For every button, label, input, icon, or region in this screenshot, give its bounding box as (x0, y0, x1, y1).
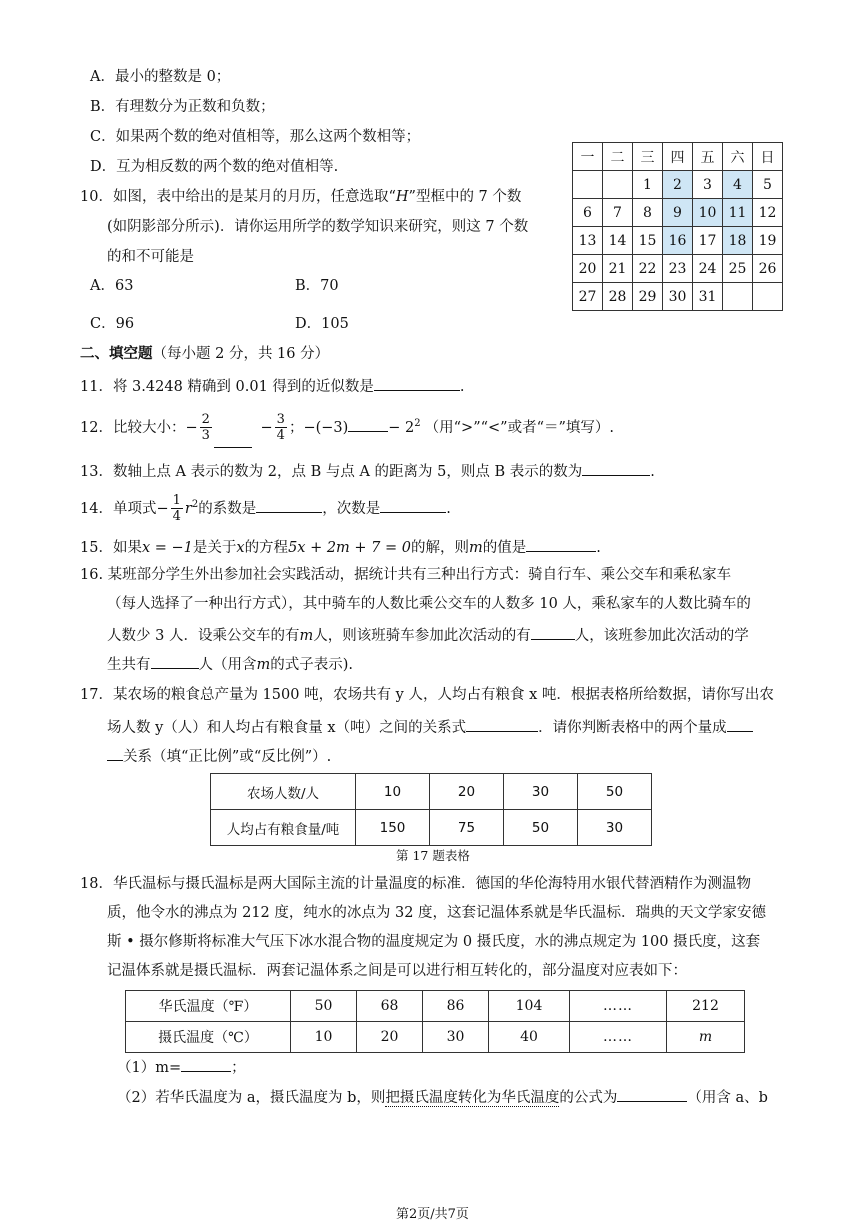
table-row (126, 991, 745, 1022)
q16-line4-a: 生共有 (107, 657, 151, 673)
calendar-cell-highlighted: 18 (723, 227, 753, 255)
calendar-cell: 20 (573, 255, 603, 283)
q11-answer-blank[interactable] (374, 374, 460, 391)
q18-sub1-blank[interactable] (181, 1055, 231, 1072)
q15-d: 的方程 (244, 540, 289, 556)
calendar-cell: 28 (603, 283, 633, 311)
calendar-cell: 1 (633, 171, 663, 199)
q14-fraction (171, 493, 183, 524)
calendar-row (573, 171, 783, 199)
calendar-cell: 12 (753, 199, 783, 227)
q15-a: 15．如果 (80, 540, 142, 556)
calendar-header: 一 (573, 143, 603, 171)
q10-line1-b: ”型框中的 7 个数 (408, 189, 522, 205)
q16-line4-c: 的式子表示). (270, 657, 354, 673)
calendar-header: 六 (723, 143, 753, 171)
calendar-cell-highlighted: 16 (663, 227, 693, 255)
q16-line3-a: 人数少 3 人．设乘公交车的有 (107, 628, 300, 644)
q13-text: 13．数轴上点 A 表示的数为 2，点 B 与点 A 的距离为 5，则点 B 表示的数为 (80, 464, 583, 480)
q17-line1: 17．某农场的粮食总产量为 1500 吨，农场共有 y 人，人均占有粮食 x 吨．根据表格所给数据，请你写出农 (80, 687, 774, 703)
q15-eq1: x = −1 (141, 540, 193, 556)
q10-h: H (395, 189, 409, 205)
section-subtitle: （每小题 2 分，共 16 分） (152, 346, 330, 362)
calendar-cell: 15 (633, 227, 663, 255)
q10-option-a: A．63 (90, 278, 134, 294)
q18-line1: 18．华氏温标与摄氏温标是两大国际主流的计量温度的标准．德国的华伦海特用水银代替酒精作为测温物 (80, 876, 751, 892)
q12-answer-blank-2[interactable] (348, 415, 388, 432)
q17-line3 (107, 744, 331, 767)
calendar-cell: 17 (693, 227, 723, 255)
calendar-cell: 23 (663, 255, 693, 283)
calendar-cell: 19 (753, 227, 783, 255)
q9-option-b: B．有理数分为正数和负数； (90, 99, 275, 115)
q16-line3-b: 人，则该班骑车参加此次活动的有 (313, 628, 531, 644)
q14-prefix: 14．单项式 (80, 500, 157, 517)
calendar-row (573, 199, 783, 227)
q15-b: 是关于 (192, 540, 237, 556)
calendar-cell (573, 171, 603, 199)
calendar-cell: 14 (603, 227, 633, 255)
q16-line1: 16. 某班部分学生外出参加社会实践活动，据统计共有三种出行方式：骑自行车、乘公交车和乘私家车 (80, 567, 732, 583)
calendar-cell: 7 (603, 199, 633, 227)
calendar-row (573, 255, 783, 283)
calendar-cell-highlighted: 4 (723, 171, 753, 199)
q14-neg: − (156, 500, 169, 517)
table-cell: 212 (667, 991, 745, 1022)
q17-answer-blank-1[interactable] (466, 715, 538, 732)
q15-eq2: 5x + 2m + 7 = 0 (288, 540, 411, 556)
section-title: 二、填空题 (80, 346, 153, 362)
calendar-header: 五 (693, 143, 723, 171)
q18-table (125, 990, 745, 1053)
q12-answer-blank-1[interactable] (214, 431, 252, 448)
q15-g: 的值是 (482, 540, 527, 556)
table-cell: 68 (357, 991, 423, 1022)
q12-f1-den: 3 (201, 428, 210, 444)
q10-option-b: B．70 (295, 278, 339, 294)
table-cell: 30 (578, 810, 652, 846)
q14-coefficient-blank[interactable] (256, 496, 322, 513)
calendar-cell: 29 (633, 283, 663, 311)
q18-sub2-emphasis: 把摄氏温度转化为华氏温度 (385, 1090, 560, 1106)
section-heading (80, 344, 329, 364)
table-cell: 20 (357, 1022, 423, 1053)
table-cell: 摄氏温度（℃） (126, 1022, 291, 1053)
table-cell: 50 (504, 810, 578, 846)
q14-num: 1 (172, 493, 181, 509)
table-cell: 40 (489, 1022, 570, 1053)
q12-expr2: −(−3) (303, 419, 349, 436)
q14 (80, 488, 451, 526)
q12-note: （用“>”“<”或者“＝”填写）. (424, 419, 615, 436)
q9-option-d: D．互为相反数的两个数的绝对值相等. (90, 159, 339, 175)
table-cell: m (667, 1022, 745, 1053)
table-cell: 农场人数/人 (211, 774, 356, 810)
calendar-cell-highlighted: 9 (663, 199, 693, 227)
q9-option-c: C．如果两个数的绝对值相等，那么这两个数相等； (90, 129, 421, 145)
q17-answer-blank-2b[interactable] (107, 744, 123, 761)
calendar-row (573, 227, 783, 255)
q17-line2-b: ．请你判断表格中的两个量成 (538, 720, 727, 736)
q17-table (210, 773, 652, 846)
calendar-header: 三 (633, 143, 663, 171)
calendar-header-row (573, 143, 783, 171)
q18-sub2-c: （用含 a、b (687, 1090, 768, 1106)
q13-end: . (650, 464, 655, 480)
table-cell: 86 (423, 991, 489, 1022)
q12-expr3: − 2 (388, 419, 415, 436)
q18-sub1 (117, 1055, 246, 1078)
table-cell: 104 (489, 991, 570, 1022)
calendar-cell: 22 (633, 255, 663, 283)
table-cell: 10 (291, 1022, 357, 1053)
table-cell: 75 (430, 810, 504, 846)
q14-mid: 的系数是 (198, 500, 257, 517)
q15-f: m (469, 540, 483, 556)
calendar-cell-highlighted: 11 (723, 199, 753, 227)
table-cell: 30 (423, 1022, 489, 1053)
calendar-cell: 13 (573, 227, 603, 255)
q16-var-m: m (299, 628, 314, 644)
q14-mid2: ，次数是 (322, 500, 381, 517)
calendar-cell: 27 (573, 283, 603, 311)
q18-line2: 质，他令水的沸点为 212 度，纯水的冰点为 32 度，这套记温体系就是华氏温标．瑞典的天文学家安德 (107, 905, 767, 921)
q17-line3-text: 关系（填“正比例”或“反比例”）. (123, 749, 332, 765)
q15-answer-blank[interactable] (526, 535, 596, 552)
calendar-cell: 26 (753, 255, 783, 283)
table-cell: 20 (430, 774, 504, 810)
q12 (80, 407, 614, 448)
q18-sub2 (117, 1085, 768, 1108)
q16-line3 (107, 623, 749, 646)
q11-text: 11．将 3.4248 精确到 0.01 得到的近似数是 (80, 379, 374, 395)
q18-sub1-end: ； (231, 1060, 246, 1076)
q17-line2-a: 场人数 y（人）和人均占有粮食量 x（吨）之间的关系式 (107, 720, 467, 736)
q17-line2 (107, 715, 753, 738)
q10-line2: (如阴影部分所示)．请你运用所学的数学知识来研究，则这 7 个数 (107, 219, 529, 235)
q10-line3: 的和不可能是 (107, 249, 194, 265)
q12-sep: ； (288, 419, 304, 436)
calendar-cell: 5 (753, 171, 783, 199)
calendar-cell-highlighted: 10 (693, 199, 723, 227)
calendar-cell: 30 (663, 283, 693, 311)
calendar-cell (723, 283, 753, 311)
calendar-cell: 31 (693, 283, 723, 311)
q12-f2-num: 3 (276, 412, 285, 428)
calendar-cell (603, 171, 633, 199)
table-cell: 华氏温度（℉） (126, 991, 291, 1022)
q14-var: r (184, 500, 192, 517)
q16-line4-b: 人（用含 (198, 657, 257, 673)
q14-den: 4 (172, 509, 181, 525)
calendar-cell-highlighted: 2 (663, 171, 693, 199)
q13-answer-blank[interactable] (582, 459, 650, 476)
q10-line1 (80, 187, 521, 207)
q12-fraction-2 (275, 412, 287, 443)
q12-neg-1: − (185, 419, 198, 436)
q16-line2: （每人选择了一种出行方式），其中骑车的人数比乘公交车的人数多 10 人，乘私家车的人数比骑车的 (107, 596, 751, 612)
q16-line4 (107, 652, 353, 675)
q10-option-d: D．105 (295, 316, 349, 332)
q17-table-caption: 第 17 题表格 (396, 848, 470, 863)
calendar-table (572, 142, 783, 311)
calendar-cell: 6 (573, 199, 603, 227)
q17-answer-blank-2a[interactable] (727, 715, 753, 732)
table-row (211, 810, 652, 846)
q18-sub1-text: （1）m= (117, 1060, 182, 1076)
q16-line3-c: 人，该班参加此次活动的学 (574, 628, 749, 644)
q12-prefix: 12．比较大小： (80, 419, 186, 436)
table-cell: 10 (356, 774, 430, 810)
q16-var-m2: m (256, 657, 271, 673)
calendar-header: 二 (603, 143, 633, 171)
q14-end: . (446, 500, 451, 517)
q12-f1-num: 2 (201, 412, 210, 428)
q16-answer-blank-2[interactable] (151, 652, 199, 669)
q13 (80, 459, 655, 482)
q14-degree-blank[interactable] (380, 496, 446, 513)
q15-e: 的解，则 (411, 540, 469, 556)
calendar-row (573, 283, 783, 311)
table-cell: …… (570, 991, 667, 1022)
q10-option-c: C．96 (90, 316, 135, 332)
q18-sub2-a: （2）若华氏温度为 a，摄氏温度为 b，则 (117, 1090, 386, 1106)
calendar-cell (753, 283, 783, 311)
q18-sub2-b: 的公式为 (559, 1090, 618, 1106)
q10-line1-a: 10．如图，表中给出的是某月的月历，任意选取“ (80, 189, 396, 205)
q16-answer-blank-1[interactable] (531, 623, 575, 640)
q12-neg-2: − (260, 419, 273, 436)
calendar-header: 四 (663, 143, 693, 171)
calendar-cell: 3 (693, 171, 723, 199)
table-cell: 50 (578, 774, 652, 810)
table-cell: 30 (504, 774, 578, 810)
calendar-header: 日 (753, 143, 783, 171)
q15-end: . (596, 540, 601, 556)
calendar-cell: 8 (633, 199, 663, 227)
table-cell: 人均占有粮食量/吨 (211, 810, 356, 846)
calendar-cell: 25 (723, 255, 753, 283)
q18-line4: 记温体系就是摄氏温标．两套记温体系之间是可以进行相互转化的，部分温度对应表如下： (107, 963, 687, 979)
q15-c: x (236, 540, 245, 556)
table-cell: …… (570, 1022, 667, 1053)
q12-fraction-1 (200, 412, 212, 443)
table-row (126, 1022, 745, 1053)
q15 (80, 535, 601, 558)
q11-end: . (459, 379, 465, 395)
q18-sub2-blank[interactable] (617, 1085, 687, 1102)
q18-line3: 斯 • 摄尔修斯将标准大气压下冰水混合物的温度规定为 0 摄氏度，水的沸点规定为 100 摄氏度，这套 (107, 934, 761, 950)
calendar-cell: 21 (603, 255, 633, 283)
table-cell: 150 (356, 810, 430, 846)
q12-f2-den: 4 (276, 428, 285, 444)
calendar-cell: 24 (693, 255, 723, 283)
table-row (211, 774, 652, 810)
page-footer: 第2页/共7页 (396, 1207, 469, 1222)
q12-exp: 2 (414, 418, 421, 429)
q9-option-a: A．最小的整数是 0； (90, 69, 231, 85)
q14-exp: 2 (191, 499, 199, 510)
table-cell: 50 (291, 991, 357, 1022)
q11 (80, 374, 465, 397)
